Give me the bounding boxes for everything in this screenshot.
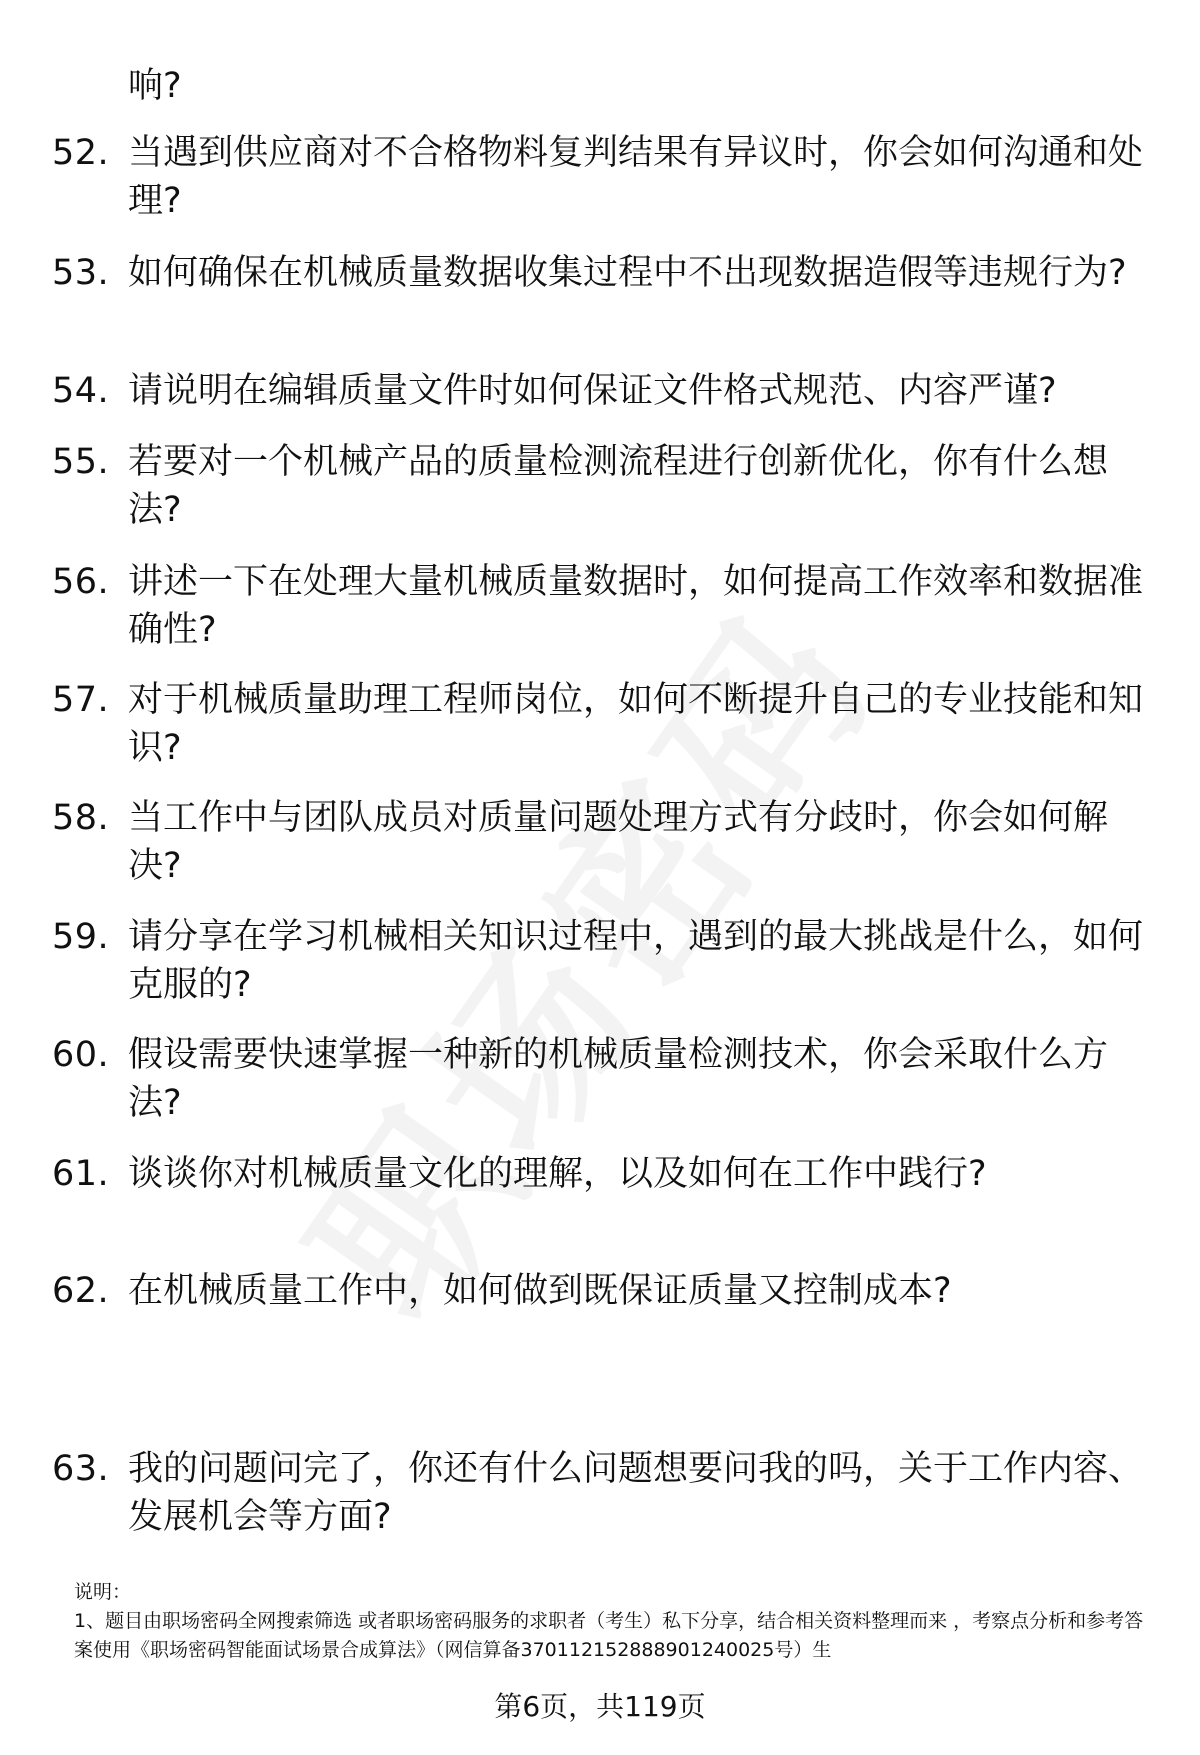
question-item	[52, 1445, 1152, 1541]
page-number: 第6页，共119页	[494, 1690, 706, 1723]
question-text: 谈谈你对机械质量文化的理解，以及如何在工作中践行?	[128, 1154, 987, 1194]
notes-body: 1、题目由职场密码全网搜索筛选 或者职场密码服务的求职者（考生）私下分享，结合相关资料整理而来 ，考察点分析和参考答案使用《职场密码智能面试场景合成算法》（网信算备370112152888901240025号）生	[74, 1610, 1144, 1661]
question-text: 我的问题问完了，你还有什么问题想要问我的吗，关于工作内容、发展机会等方面?	[128, 1449, 1144, 1537]
question-number: 63.	[52, 1449, 110, 1489]
question-text: 在机械质量工作中，如何做到既保证质量又控制成本?	[128, 1271, 952, 1311]
question-text: 对于机械质量助理工程师岗位，如何不断提升自己的专业技能和知识?	[128, 680, 1144, 768]
question-text: 请分享在学习机械相关知识过程中，遇到的最大挑战是什么，如何克服的?	[128, 917, 1144, 1005]
question-number: 53.	[52, 253, 110, 293]
question-item	[52, 913, 1152, 1009]
question-number: 56.	[52, 562, 110, 602]
question-item	[52, 1150, 1152, 1198]
question-number: 62.	[52, 1271, 110, 1311]
question-item	[52, 129, 1152, 225]
question-number: 55.	[52, 442, 110, 482]
question-item	[52, 367, 1152, 415]
question-number: 52.	[52, 133, 110, 173]
question-text: 请说明在编辑质量文件时如何保证文件格式规范、内容严谨?	[128, 371, 1057, 411]
question-item	[52, 1267, 1152, 1315]
question-item	[52, 558, 1152, 654]
question-text: 若要对一个机械产品的质量检测流程进行创新优化，你有什么想法?	[128, 442, 1109, 530]
question-item	[52, 794, 1152, 890]
question-item	[52, 249, 1152, 297]
question-text: 当工作中与团队成员对质量问题处理方式有分歧时，你会如何解决?	[128, 798, 1109, 886]
question-text: 讲述一下在处理大量机械质量数据时，如何提高工作效率和数据准确性?	[128, 562, 1144, 650]
question-number: 57.	[52, 680, 110, 720]
question-number: 58.	[52, 798, 110, 838]
question-number: 59.	[52, 917, 110, 957]
question-continuation: 响?	[128, 66, 182, 106]
notes-section	[74, 1578, 1154, 1665]
question-number: 60.	[52, 1035, 110, 1075]
question-text: 假设需要快速掌握一种新的机械质量检测技术，你会采取什么方法?	[128, 1035, 1109, 1123]
question-item	[52, 438, 1152, 534]
question-item	[52, 676, 1152, 772]
question-text: 当遇到供应商对不合格物料复判结果有异议时，你会如何沟通和处理?	[128, 133, 1144, 221]
notes-heading: 说明：	[74, 1581, 132, 1603]
question-number: 61.	[52, 1154, 110, 1194]
question-text: 如何确保在机械质量数据收集过程中不出现数据造假等违规行为?	[128, 253, 1127, 293]
question-item	[52, 1031, 1152, 1127]
question-number: 54.	[52, 371, 110, 411]
